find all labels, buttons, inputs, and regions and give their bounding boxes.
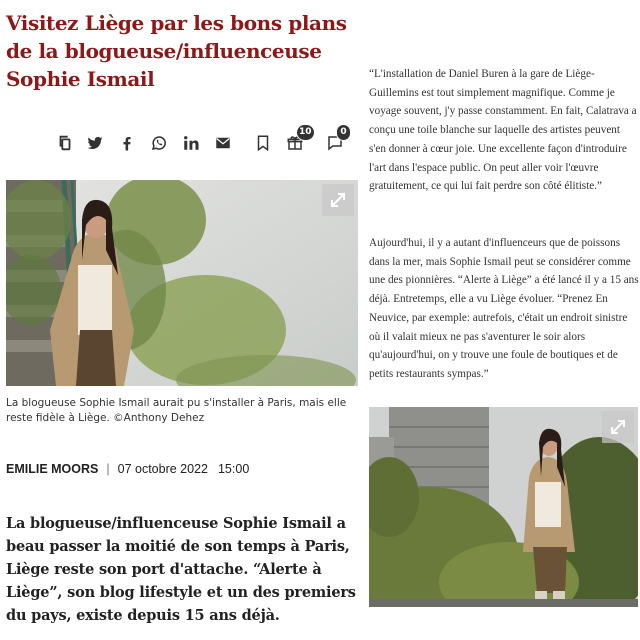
byline-separator: |: [106, 462, 110, 476]
secondary-photo[interactable]: [369, 407, 638, 607]
facebook-icon[interactable]: [114, 128, 140, 158]
body-paragraph-1: “L'installation de Daniel Buren à la gare de Liège-Guillemins est tout simplement magnifique. Comme je voyage souvent, j'y passe constamment. En fait, Calatrava a conçu une toile blanche sur laquelle des artistes peuvent s'en donner à cœur joie. Une excellente façon d'introduire l'art dans l'espace public. On peut aller voir l'œuvre gratuitement, ce qui lui fait perdre son côté élitiste.”: [369, 68, 637, 193]
author-name[interactable]: EMILIE MOORS: [6, 462, 99, 476]
publish-date: 07 octobre 2022: [117, 462, 208, 476]
copy-icon[interactable]: [52, 128, 78, 158]
gift-icon[interactable]: [282, 127, 312, 158]
article-lede: La blogueuse/influenceuse Sophie Ismail a beau passer la moitié de son temps à Paris, Liège reste son port d'attache. “Alerte à Liège”, son blog lifestyle et un des premiers du pays, existe depuis 15 ans déjà.: [6, 515, 356, 624]
share-bar: [52, 128, 362, 162]
comment-count-badge: 0: [336, 124, 351, 141]
twitter-icon[interactable]: [82, 128, 108, 158]
email-icon[interactable]: [210, 128, 236, 158]
body-paragraph-2: Aujourd'hui, il y a autant d'influenceurs que de poissons dans la mer, mais Sophie Ismail peut se considérer comme une des pionnières. “Alerte à Liège” a été lancé il y a 15 ans déjà. Entretemps, elle a vu Liège évoluer. “Prenez En Neuvice, par exemple: autrefois, c'était un endroit sinistre où il valait mieux ne pas s'aventurer le soir alors qu'aujourd'hui, on y trouve une foule de boutiques et de petits restaurants sympas.”: [369, 237, 639, 380]
main-photo[interactable]: [6, 180, 358, 386]
article-title: Visitez Liège par les bons plans de la blogueuse/influenceuse Sophie Ismail: [6, 11, 347, 91]
photo-caption: La blogueuse Sophie Ismail aurait pu s'installer à Paris, mais elle reste fidèle à Liège. ©Anthony Dehez: [6, 397, 347, 424]
whatsapp-icon[interactable]: [146, 128, 172, 158]
bookmark-icon[interactable]: [250, 128, 276, 158]
publish-time: 15:00: [217, 462, 250, 476]
expand-icon[interactable]: [322, 184, 354, 216]
gift-count-badge: 10: [296, 124, 315, 141]
linkedin-icon[interactable]: [178, 128, 204, 158]
expand-icon[interactable]: [602, 411, 634, 443]
comment-icon[interactable]: [322, 128, 348, 158]
byline: [6, 462, 249, 476]
